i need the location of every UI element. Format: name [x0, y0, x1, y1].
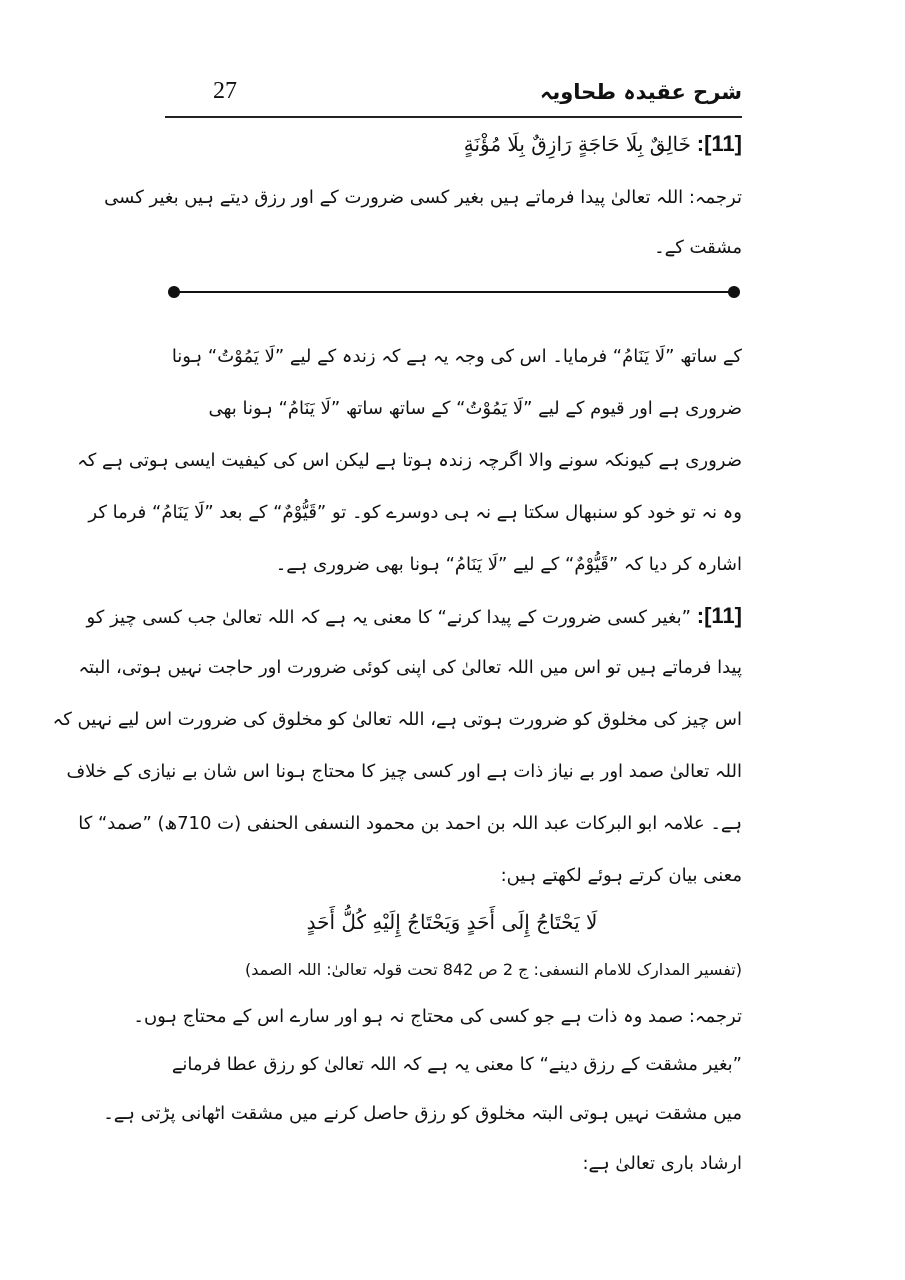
section-11-first-line: [86, 603, 742, 630]
reference-citation: (تفسیر المدارک للامام النسفی: ج 2 ص 842 تحت قولہ تعالیٰ: اللہ الصمد): [244, 960, 742, 979]
separator-dot-right: [728, 286, 740, 298]
final-line-2: میں مشقت نہیں ہوتی البتہ مخلوق کو رزق حاصل کرنے میں مشقت اٹھانی پڑتی ہے۔: [103, 1103, 742, 1124]
quote-translation: ترجمہ: صمد وہ ذات ہے جو کسی کی محتاج نہ ہو اور سارے اس کے محتاج ہوں۔: [133, 1006, 742, 1027]
page-number: 27: [213, 78, 237, 104]
book-title: شرح عقیدہ طحاویہ: [540, 80, 742, 104]
section-line-2: اس چیز کی مخلوق کو ضرورت ہوتی ہے، اللہ تعالیٰ کو مخلوق کی ضرورت اس لیے نہیں کہ: [52, 709, 742, 730]
heading-line-top: [162, 132, 742, 158]
body-line-5: اشارہ کر دیا کہ ”قَیُّوْمٌ“ کے لیے ”لَا یَنَامُ“ ہونا بھی ضروری ہے۔: [275, 554, 742, 575]
body-line-2: ضروری ہے اور قیوم کے لیے ”لَا یَمُوْتُ“ کے ساتھ ساتھ ”لَا یَنَامُ“ ہونا بھی: [208, 398, 742, 419]
section-line-1: پیدا فرماتے ہیں تو اس میں اللہ تعالیٰ کی اپنی کوئی ضرورت اور حاجت نہیں ہوتی، البتہ: [78, 657, 742, 678]
section-line-3: اللہ تعالیٰ صمد اور بے نیاز ذات ہے اور کسی چیز کا محتاج ہونا اس شان بے نیازی کے خلاف: [66, 761, 742, 782]
final-line-3: ارشاد باری تعالیٰ ہے:: [582, 1153, 742, 1174]
section-number-top: [11]:: [696, 131, 742, 156]
separator-line: [174, 291, 734, 293]
translation-line-1: ترجمہ: اللہ تعالیٰ پیدا فرماتے ہیں بغیر کسی ضرورت کے اور رزق دیتے ہیں بغیر کسی: [104, 187, 742, 208]
section-11-text: ”بغیر کسی ضرورت کے پیدا کرنے“ کا معنی یہ ہے کہ اللہ تعالیٰ جب کسی چیز کو: [86, 607, 692, 628]
body-line-3: ضروری ہے کیونکہ سونے والا اگرچہ زندہ ہوتا ہے لیکن اس کی کیفیت ایسی ہوتی ہے کہ: [77, 450, 742, 471]
section-number-body: [11]:: [696, 603, 742, 628]
body-line-4: وہ نہ تو خود کو سنبھال سکتا ہے نہ ہی دوسرے کو۔ تو ”قَیُّوْمٌ“ کے بعد ”لَا یَنَامُ“ فرما کر: [88, 502, 742, 523]
section-separator: [168, 285, 740, 299]
separator-dot-left: [168, 286, 180, 298]
arabic-quote: لَا يَحْتَاجُ إِلَى أَحَدٍ وَيَحْتَاجُ إِلَيْهِ كُلُّ أَحَدٍ: [306, 910, 598, 934]
page-header: [165, 72, 742, 118]
section-line-4: ہے۔ علامہ ابو البرکات عبد اللہ بن احمد بن محمود النسفی الحنفی (ت 710ھ) ”صمد“ کا: [78, 813, 742, 834]
section-line-5: معنی بیان کرتے ہوئے لکھتے ہیں:: [500, 865, 742, 886]
body-line-1: کے ساتھ ”لَا یَنَامُ“ فرمایا۔ اس کی وجہ یہ ہے کہ زندہ کے لیے ”لَا یَمُوْتُ“ ہونا: [171, 346, 742, 367]
final-line-1: ”بغیر مشقت کے رزق دینے“ کا معنی یہ ہے کہ اللہ تعالیٰ کو رزق عطا فرمانے: [171, 1054, 742, 1075]
arabic-heading: خَالِقٌ بِلَا حَاجَةٍ رَازِقٌ بِلَا مُؤْنَةٍ: [463, 132, 692, 156]
translation-line-2: مشقت کے۔: [654, 237, 742, 258]
